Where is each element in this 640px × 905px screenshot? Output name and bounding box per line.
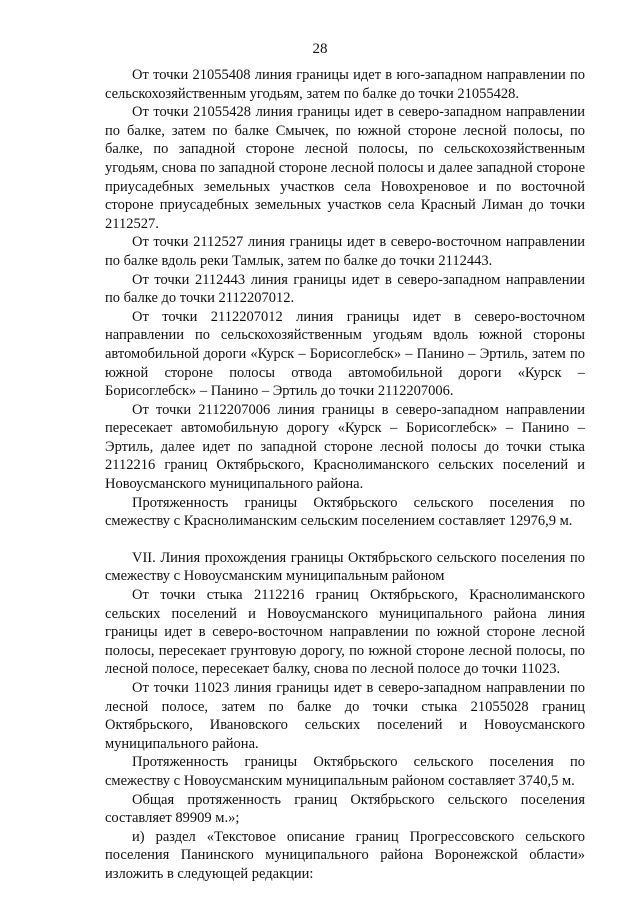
section-heading: VII. Линия прохождения границы Октябрьского сельского поселения по смежеству с Новоусманским муниципальным районом [105, 549, 585, 585]
paragraph: Протяженность границы Октябрьского сельского поселения по смежеству с Краснолиманским сельским поселением составляет 12976,9 м. [105, 494, 585, 530]
paragraph: Общая протяженность границ Октябрьского сельского поселения составляет 89909 м.»; [105, 791, 585, 827]
paragraph: и) раздел «Текстовое описание границ Прогрессовского сельского поселения Панинского муниципального района Воронежской области» изложить в следующей редакции: [105, 828, 585, 882]
paragraph: От точки 2112207006 линия границы в северо-западном направлении пересекает автомобильную дорогу «Курск – Борисоглебск» – Панино – Эртиль, далее идет по западной стороне лесной полосы до точки стыка 2112216 границ Октябрьского, Краснолиманского сельских поселений и Новоусманского муниципального района. [105, 401, 585, 493]
page-number: 28 [312, 41, 328, 57]
paragraph: От точки 2112443 линия границы идет в северо-западном направлении по балке до точки 2112207012. [105, 271, 585, 307]
paragraph: От точки 21055428 линия границы идет в северо-западном направлении по балке, затем по балке Смычек, по южной стороне лесной полосы, по балке, по западной стороне лесной полосы, по сельскохозяйственным угодьям, снова по западной стороне лесной полосы и далее западной стороне приусадебных земельных участков села Новохреновое и по восточной стороне приусадебных земельных участков села Красный Лиман до точки 2112527. [105, 104, 585, 232]
paragraph: Протяженность границы Октябрьского сельского поселения по смежеству с Новоусманским муниципальным районом составляет 3740,5 м. [105, 754, 585, 789]
paragraph: От точки 2112527 линия границы идет в северо-восточном направлении по балке вдоль реки Тамлык, затем по балке до точки 2112443. [105, 234, 585, 269]
paragraph: От точки стыка 2112216 границ Октябрьского, Краснолиманского сельских поселений и Новоусманского муниципального района линия границы идет в северо-восточном направлении по южной стороне лесной полосы, пересекает грунтовую дорогу, по южной стороне лесной полосы, по лесной полосе, пересекает балку, снова по лесной полосе до точки 11023. [105, 587, 585, 678]
document-body [105, 66, 585, 884]
paragraph: От точки 2112207012 линия границы идет в северо-восточном направлении по сельскохозяйственным угодьям вдоль южной стороны автомобильной дороги «Курск – Борисоглебск» – Панино – Эртиль, затем по южной стороне полосы отвода автомобильной дороги «Курск – Борисоглебск» – Панино – Эртиль до точки 2112207006. [105, 308, 585, 400]
paragraph: От точки 11023 линия границы идет в северо-западном направлении по лесной полосе, затем по балке до точки стыка 21055028 границ Октябрьского, Ивановского сельских поселений и Новоусманского муниципального района. [105, 680, 585, 752]
paragraph: От точки 21055408 линия границы идет в юго-западном направлении по сельскохозяйственным угодьям, затем по балке до точки 21055428. [105, 67, 585, 102]
